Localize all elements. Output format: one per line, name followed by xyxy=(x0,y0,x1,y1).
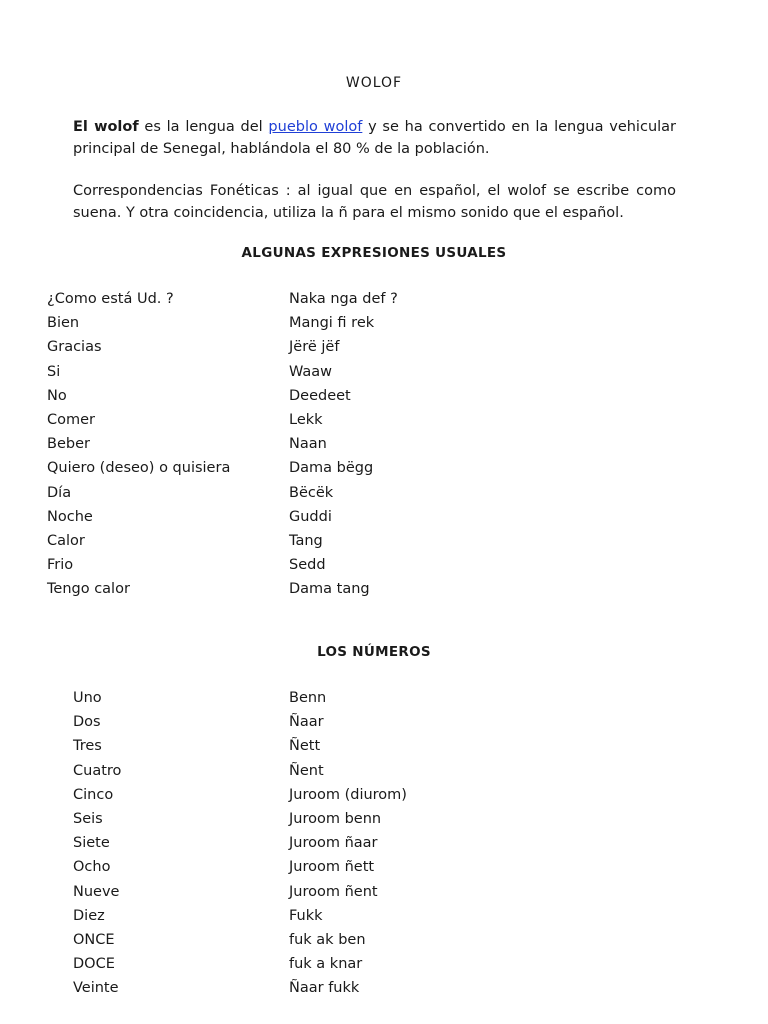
list-item xyxy=(47,311,547,335)
spanish-term: Siete xyxy=(73,835,110,852)
spanish-term: Bien xyxy=(47,315,80,332)
wolof-term: Naka nga def ? xyxy=(289,291,398,307)
wolof-term: Juroom ñent xyxy=(289,883,378,900)
wolof-term: Benn xyxy=(289,690,327,706)
numbers-list xyxy=(73,686,573,1000)
expressions-heading: ALGUNAS EXPRESIONES USUALES xyxy=(241,245,507,261)
pueblo-wolof-link[interactable]: pueblo wolof xyxy=(268,119,363,135)
spanish-term: Uno xyxy=(73,690,102,706)
document-title: WOLOF xyxy=(345,75,403,91)
spanish-term: Veinte xyxy=(73,980,119,997)
wolof-term: Mangi fi rek xyxy=(289,315,375,332)
wolof-term: fuk ak ben xyxy=(289,931,366,948)
list-item xyxy=(73,880,573,904)
list-item xyxy=(73,759,573,783)
list-item xyxy=(73,976,573,1000)
spanish-term: Si xyxy=(47,363,61,380)
wolof-term: Sedd xyxy=(289,557,326,574)
spanish-term: Calor xyxy=(47,532,85,549)
wolof-term: Bëcëk xyxy=(289,484,334,501)
wolof-term: Deedeet xyxy=(289,387,351,404)
list-item xyxy=(47,432,547,456)
list-item xyxy=(47,384,547,408)
spanish-term: Gracias xyxy=(47,339,102,356)
list-item xyxy=(73,807,573,831)
spanish-term: Cuatro xyxy=(73,762,122,779)
list-item xyxy=(73,831,573,855)
wolof-term: Guddi xyxy=(289,508,332,525)
spanish-term: Quiero (deseo) o quisiera xyxy=(47,460,231,477)
spanish-term: No xyxy=(47,387,67,404)
wolof-term: fuk a knar xyxy=(289,956,363,973)
list-item xyxy=(47,481,547,505)
wolof-term: Ñent xyxy=(289,762,324,779)
intro-text-after-link: y se ha convertido en la lengua vehicular principal de Senegal, hablándola el 80 % de la población. xyxy=(73,119,677,157)
spanish-term: Ocho xyxy=(73,859,111,876)
spanish-term: Nueve xyxy=(73,883,120,900)
spanish-term: Dos xyxy=(73,714,101,731)
spanish-term: DOCE xyxy=(73,956,115,973)
wolof-term: Juroom benn xyxy=(289,810,382,827)
spanish-term: ONCE xyxy=(73,931,115,948)
list-item xyxy=(47,529,547,553)
list-item xyxy=(47,335,547,359)
wolof-term: Fukk xyxy=(289,907,323,924)
wolof-term: Ñaar fukk xyxy=(289,980,360,997)
list-item xyxy=(73,855,573,879)
wolof-term: Naan xyxy=(289,436,327,453)
list-item xyxy=(47,287,547,311)
wolof-term: Waaw xyxy=(289,363,333,380)
list-item xyxy=(73,710,573,734)
list-item xyxy=(47,408,547,432)
list-item xyxy=(47,553,547,577)
wolof-term: Jërë jëf xyxy=(289,339,340,356)
intro-text-before-link: es la lengua del xyxy=(138,119,269,135)
wolof-term: Juroom (diurom) xyxy=(289,786,407,803)
spanish-term: ¿Como está Ud. ? xyxy=(47,291,174,307)
wolof-term: Tang xyxy=(289,532,323,549)
intro-bold-term: El wolof xyxy=(73,119,139,135)
wolof-term: Ñaar xyxy=(289,714,324,731)
list-item xyxy=(47,577,547,601)
list-item xyxy=(73,734,573,758)
wolof-term: Lekk xyxy=(289,411,323,428)
numbers-heading: LOS NÚMEROS xyxy=(317,644,431,660)
spanish-term: Diez xyxy=(73,907,105,924)
list-item xyxy=(73,904,573,928)
wolof-term: Dama tang xyxy=(289,581,370,598)
phonetics-paragraph: Correspondencias Fonéticas : al igual que en español, el wolof se escribe como suena. Y otra coincidencia, utiliza la ñ para el mismo sonido que el español. xyxy=(73,183,676,221)
list-item xyxy=(47,456,547,480)
spanish-term: Seis xyxy=(73,810,103,827)
intro-paragraph xyxy=(73,116,676,160)
spanish-term: Beber xyxy=(47,436,90,453)
spanish-term: Cinco xyxy=(73,786,114,803)
list-item xyxy=(73,952,573,976)
wolof-term: Dama bëgg xyxy=(289,460,374,477)
spanish-term: Tengo calor xyxy=(47,581,130,598)
wolof-term: Ñett xyxy=(289,738,321,755)
spanish-term: Día xyxy=(47,484,72,501)
spanish-term: Frio xyxy=(47,557,74,574)
spanish-term: Comer xyxy=(47,411,96,428)
expressions-list xyxy=(47,287,547,601)
list-item xyxy=(73,783,573,807)
list-item xyxy=(47,505,547,529)
spanish-term: Noche xyxy=(47,508,93,525)
list-item xyxy=(73,928,573,952)
list-item xyxy=(47,360,547,384)
wolof-term: Juroom ñett xyxy=(289,859,375,876)
wolof-term: Juroom ñaar xyxy=(289,835,378,852)
list-item xyxy=(73,686,573,710)
spanish-term: Tres xyxy=(73,738,102,755)
